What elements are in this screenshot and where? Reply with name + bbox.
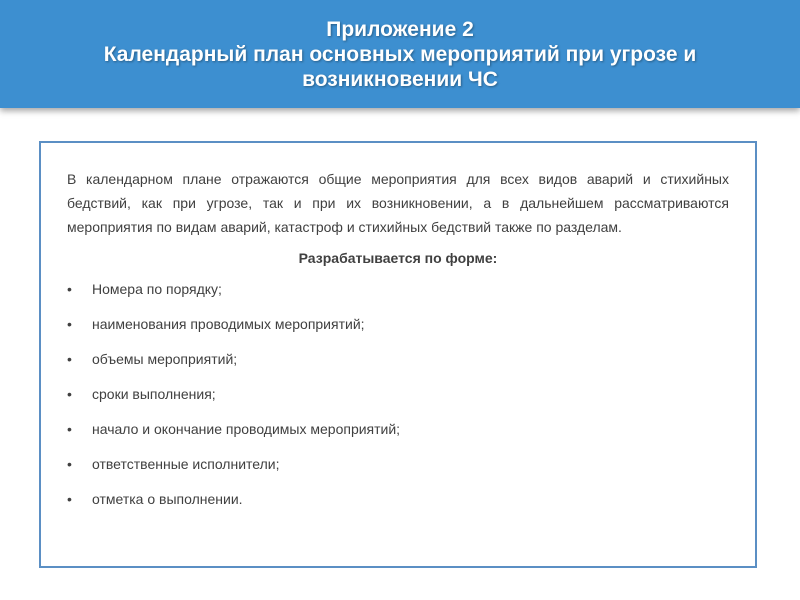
bullet-icon: • bbox=[67, 386, 72, 402]
list-item-text: ответственные исполнители; bbox=[92, 456, 280, 472]
list-item bbox=[67, 348, 729, 383]
bullet-icon: • bbox=[67, 281, 72, 297]
slide-title-appendix: Приложение 2 bbox=[326, 17, 474, 41]
bullet-icon: • bbox=[67, 351, 72, 367]
bullet-icon: • bbox=[67, 421, 72, 437]
bullet-icon: • bbox=[67, 316, 72, 332]
slide-title-line-2: Календарный план основных мероприятий при угрозе и bbox=[103, 42, 697, 66]
list-item bbox=[67, 418, 729, 453]
list-item-text: начало и окончание проводимых мероприятий; bbox=[92, 421, 401, 437]
title-banner bbox=[0, 0, 800, 108]
form-items-list bbox=[67, 278, 729, 523]
list-item-text: сроки выполнения; bbox=[92, 386, 216, 402]
bullet-icon: • bbox=[67, 491, 72, 507]
list-item bbox=[67, 313, 729, 348]
list-item-text: объемы мероприятий; bbox=[92, 351, 238, 367]
intro-paragraph: В календарном плане отражаются общие мероприятия для всех видов аварий и стихийных бедствий, как при угрозе, так и при их возникновении, а в дальнейшем рассматриваются мероприятия по видам аварий, катастроф и стихийных бедствий также по разделам. bbox=[67, 171, 729, 235]
list-item bbox=[67, 383, 729, 418]
content-box bbox=[39, 141, 757, 568]
bullet-icon: • bbox=[67, 456, 72, 472]
list-item bbox=[67, 488, 729, 523]
list-item-text: наименования проводимых мероприятий; bbox=[92, 316, 365, 332]
list-item-text: Номера по порядку; bbox=[92, 281, 222, 297]
form-heading: Разрабатывается по форме: bbox=[298, 250, 498, 266]
list-item bbox=[67, 453, 729, 488]
slide-title-line-3: возникновении ЧС bbox=[302, 67, 498, 91]
list-item-text: отметка о выполнении. bbox=[92, 491, 243, 507]
list-item bbox=[67, 278, 729, 313]
